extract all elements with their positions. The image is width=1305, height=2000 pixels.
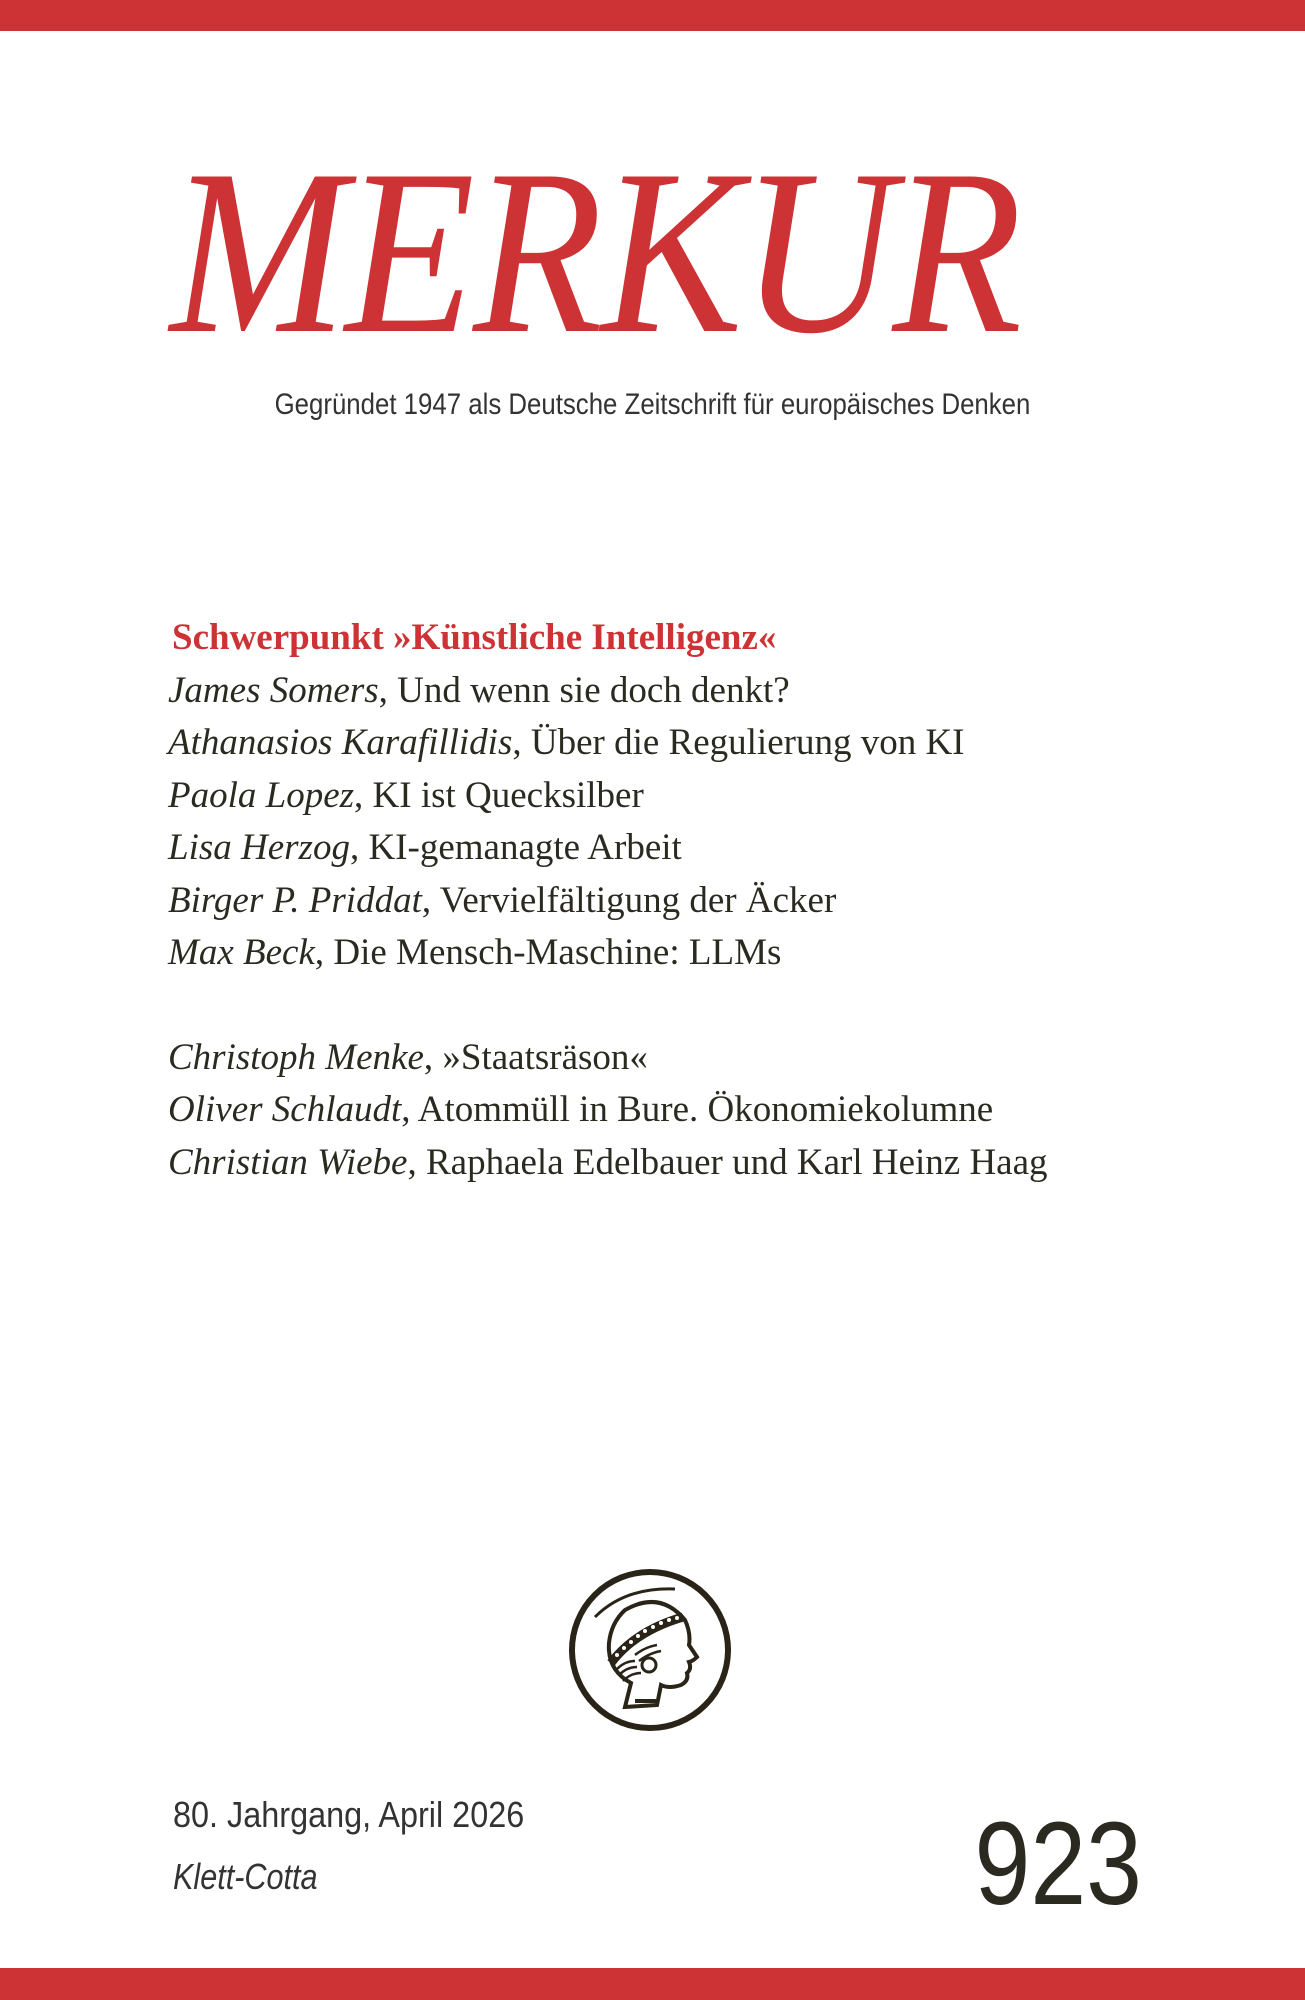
- article-title: , Über die Regulierung von KI: [512, 722, 965, 763]
- toc-entry: [168, 717, 1048, 770]
- masthead-title: MERKUR: [170, 122, 1021, 383]
- article-title: , Atommüll in Bure. Ökonomiekolumne: [401, 1089, 994, 1130]
- toc-entry: [168, 1137, 1048, 1190]
- article-title: , Und wenn sie doch denkt?: [378, 669, 790, 711]
- issue-number: 923: [974, 1798, 1142, 1930]
- toc-entry: [168, 1032, 1048, 1085]
- article-title: , Die Mensch-Maschine: LLMs: [314, 932, 782, 973]
- coin-profile-head-icon: [565, 1565, 735, 1735]
- article-title: , Vervielfältigung der Äcker: [421, 879, 837, 921]
- article-title: , KI ist Quecksilber: [354, 774, 644, 816]
- author-name: James Somers: [168, 669, 379, 711]
- toc-entry: [168, 927, 1048, 980]
- toc-entry: [168, 822, 1048, 875]
- top-red-band: [0, 0, 1305, 31]
- tagline: Gegründet 1947 als Deutsche Zeitschrift für europäisches Denken: [274, 388, 1031, 421]
- publisher: Klett-Cotta: [173, 1856, 318, 1897]
- author-name: Christian Wiebe: [168, 1141, 408, 1183]
- author-name: Paola Lopez: [168, 774, 355, 816]
- table-of-contents: [168, 612, 1048, 1189]
- author-name: Athanasios Karafillidis: [168, 722, 513, 763]
- section-gap: [168, 980, 1048, 1032]
- toc-entry: [168, 665, 1048, 718]
- bottom-red-band: [0, 1968, 1305, 2000]
- article-title: , KI-gemanagte Arbeit: [349, 827, 682, 868]
- author-name: Christoph Menke: [168, 1036, 424, 1078]
- volume-date: 80. Jahrgang, April 2026: [173, 1794, 525, 1835]
- toc-entry: [168, 1084, 1048, 1137]
- article-title: , Raphaela Edelbauer und Karl Heinz Haag: [407, 1141, 1048, 1183]
- issue-info: [173, 1795, 563, 1897]
- focus-heading: Schwerpunkt »Künstliche Intelligenz«: [172, 617, 777, 658]
- toc-entry: [168, 875, 1048, 928]
- author-name: Oliver Schlaudt: [168, 1089, 402, 1130]
- author-name: Birger P. Priddat: [168, 879, 422, 921]
- article-title: , »Staatsräson«: [423, 1036, 648, 1078]
- author-name: Max Beck: [168, 932, 315, 973]
- author-name: Lisa Herzog: [168, 827, 350, 868]
- toc-entry: [168, 770, 1048, 823]
